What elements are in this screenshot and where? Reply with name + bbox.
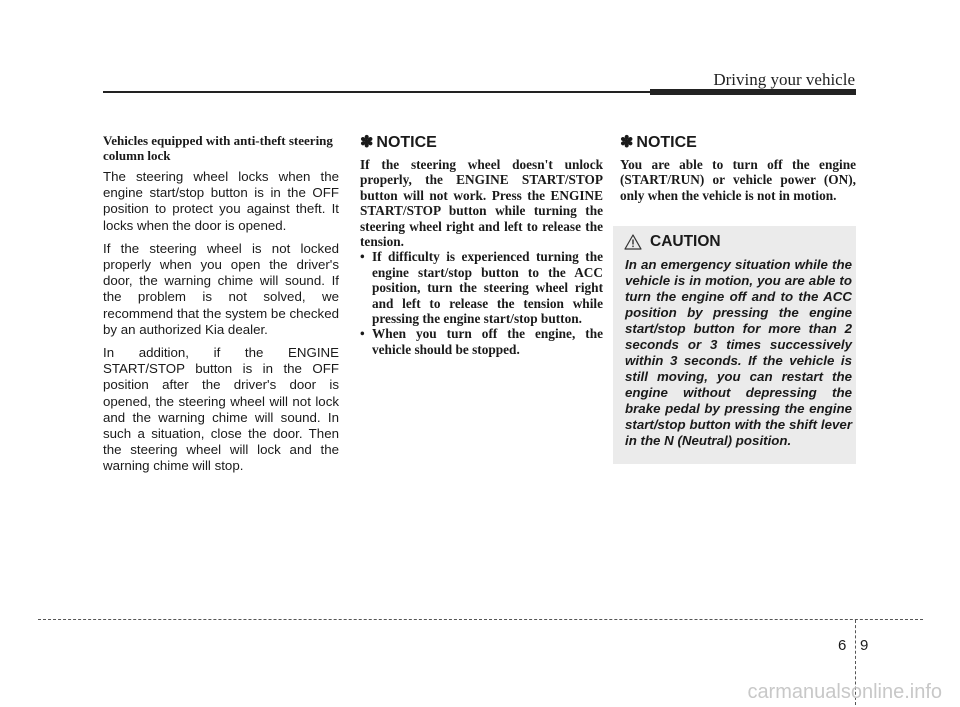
notice-bullet-list [360, 249, 603, 357]
anti-theft-paragraph-2: If the steering wheel is not locked properly when you open the driver's door, the warning chime will sound. If the problem is not solved, we recommend that the system be checked by an authorized Kia dealer. [103, 240, 339, 337]
anti-theft-paragraph-3: In addition, if the ENGINE START/STOP button is in the OFF position after the driver's door is opened, the steering wheel will not lock and the warning chime will sound. In such a situation, close the door. Then the steering wheel will lock and the warning chime will stop. [103, 345, 339, 474]
notice-bullet-item [360, 326, 603, 357]
bullet-text: When you turn off the engine, the vehicle should be stopped. [372, 326, 603, 357]
notice-body: If the steering wheel doesn't unlock properly, the ENGINE START/STOP button will not work. Press the ENGINE START/STOP button while turning the steering wheel right and left to release the tension. [360, 157, 603, 250]
footer-rule [38, 619, 923, 620]
chapter-number: 6 [838, 637, 847, 654]
column-notice-engine-off [620, 133, 856, 203]
notice-title: NOTICE [376, 134, 437, 151]
watermark: carmanualsonline.info [747, 681, 942, 703]
caution-title: CAUTION [650, 233, 721, 250]
bullet-dot: • [360, 249, 365, 265]
bullet-dot: • [360, 326, 365, 342]
column-anti-theft [103, 133, 339, 482]
column-notice-steering [360, 133, 603, 357]
caution-text: In an emergency situation while the vehicle is in motion, you are able to turn the engine off and to the ACC position by pressing the engine start/stop button for more than 2 seconds or 3 times successively within 3 seconds. If the vehicle is still moving, you can restart the engine without depressing the brake pedal by pressing the engine start/stop button with the shift lever in the N (Neutral) position. [625, 257, 852, 448]
bullet-text: If difficulty is experienced turning the engine start/stop button to the ACC position, turn the steering wheel right and left to release the tension while pressing the engine start/stop button. [372, 249, 603, 327]
caution-box [613, 226, 856, 464]
notice-heading [360, 133, 603, 153]
notice-heading [620, 133, 856, 153]
notice-bullet-item [360, 249, 603, 326]
page-number: 9 [860, 637, 869, 654]
notice-body: You are able to turn off the engine (START/RUN) or vehicle power (ON), only when the vehicle is not in motion. [620, 157, 856, 203]
anti-theft-paragraph-1: The steering wheel locks when the engine start/stop button is in the OFF position to protect you against theft. It locks when the door is opened. [103, 169, 339, 233]
notice-mark-icon: ✽ [360, 134, 374, 151]
header-rule-accent [650, 89, 856, 95]
notice-mark-icon: ✽ [620, 134, 634, 151]
section-title: Driving your vehicle [713, 70, 855, 89]
notice-title: NOTICE [636, 134, 697, 151]
caution-heading [624, 233, 721, 251]
anti-theft-subhead: Vehicles equipped with anti-theft steering column lock [103, 133, 333, 163]
warning-triangle-icon [624, 234, 642, 250]
